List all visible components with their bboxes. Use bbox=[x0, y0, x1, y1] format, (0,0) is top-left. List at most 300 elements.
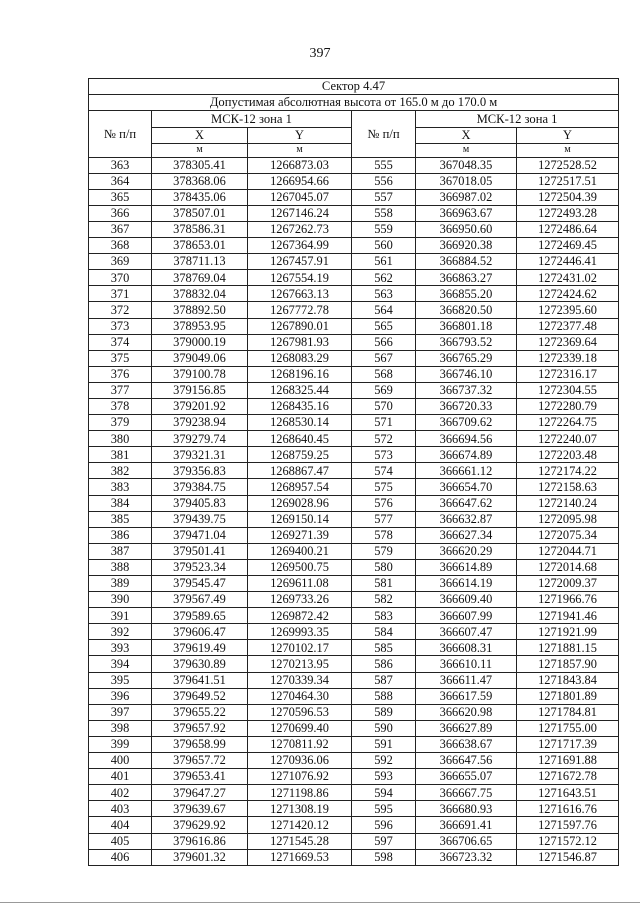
right-x-value: 366667.75 bbox=[416, 785, 517, 801]
left-point-number: 371 bbox=[89, 286, 152, 302]
left-point-number: 365 bbox=[89, 189, 152, 205]
left-y-value: 1266954.66 bbox=[248, 173, 352, 189]
right-x-value: 366647.62 bbox=[416, 495, 517, 511]
left-x-value: 379439.75 bbox=[152, 511, 248, 527]
right-point-number: 563 bbox=[352, 286, 416, 302]
right-x-value: 366709.62 bbox=[416, 415, 517, 431]
left-x-value: 379629.92 bbox=[152, 817, 248, 833]
height-range-header: Допустимая абсолютная высота от 165.0 м до 170.0 м bbox=[89, 95, 619, 111]
right-point-number: 582 bbox=[352, 592, 416, 608]
right-point-number: 597 bbox=[352, 833, 416, 849]
right-y-value: 1272075.34 bbox=[517, 527, 619, 543]
right-y-value: 1272174.22 bbox=[517, 463, 619, 479]
right-x-value: 366963.67 bbox=[416, 205, 517, 221]
left-x-value: 379657.72 bbox=[152, 753, 248, 769]
right-x-value: 366746.10 bbox=[416, 366, 517, 382]
table-row bbox=[89, 205, 619, 221]
right-x-value: 366638.67 bbox=[416, 736, 517, 752]
left-point-number: 369 bbox=[89, 254, 152, 270]
right-point-number: 579 bbox=[352, 543, 416, 559]
left-point-number: 381 bbox=[89, 447, 152, 463]
table-row bbox=[89, 527, 619, 543]
left-point-number: 367 bbox=[89, 221, 152, 237]
left-point-number: 370 bbox=[89, 270, 152, 286]
right-x-value: 366820.50 bbox=[416, 302, 517, 318]
right-point-number: 586 bbox=[352, 656, 416, 672]
right-point-number: 588 bbox=[352, 688, 416, 704]
left-y-value: 1271420.12 bbox=[248, 817, 352, 833]
left-x-value: 379589.65 bbox=[152, 608, 248, 624]
right-point-number: 573 bbox=[352, 447, 416, 463]
left-x-value: 379201.92 bbox=[152, 398, 248, 414]
left-y-value: 1270339.34 bbox=[248, 672, 352, 688]
right-point-number: 561 bbox=[352, 254, 416, 270]
left-point-number: 385 bbox=[89, 511, 152, 527]
left-point-number: 394 bbox=[89, 656, 152, 672]
right-y-value: 1272280.79 bbox=[517, 398, 619, 414]
right-y-value: 1272264.75 bbox=[517, 415, 619, 431]
right-y-value: 1272431.02 bbox=[517, 270, 619, 286]
table-row bbox=[89, 382, 619, 398]
right-y-value: 1271784.81 bbox=[517, 704, 619, 720]
right-y-value: 1272493.28 bbox=[517, 205, 619, 221]
left-point-number: 390 bbox=[89, 592, 152, 608]
right-point-number: 555 bbox=[352, 157, 416, 173]
left-y-value: 1268640.45 bbox=[248, 431, 352, 447]
right-y-unit: м bbox=[517, 143, 619, 157]
left-x-value: 379321.31 bbox=[152, 447, 248, 463]
right-y-value: 1271616.76 bbox=[517, 801, 619, 817]
left-point-number: 389 bbox=[89, 576, 152, 592]
table-row bbox=[89, 753, 619, 769]
right-y-value: 1271843.84 bbox=[517, 672, 619, 688]
right-point-number: 593 bbox=[352, 769, 416, 785]
right-x-value: 366609.40 bbox=[416, 592, 517, 608]
right-x-value: 366680.93 bbox=[416, 801, 517, 817]
table-row bbox=[89, 849, 619, 865]
table-row bbox=[89, 511, 619, 527]
table-row bbox=[89, 286, 619, 302]
left-point-number: 377 bbox=[89, 382, 152, 398]
right-y-value: 1272446.41 bbox=[517, 254, 619, 270]
left-x-value: 379567.49 bbox=[152, 592, 248, 608]
left-x-value: 379606.47 bbox=[152, 624, 248, 640]
right-point-number: 595 bbox=[352, 801, 416, 817]
right-point-number: 558 bbox=[352, 205, 416, 221]
left-y-value: 1269271.39 bbox=[248, 527, 352, 543]
right-point-number: 594 bbox=[352, 785, 416, 801]
left-y-value: 1267262.73 bbox=[248, 221, 352, 237]
right-point-number: 557 bbox=[352, 189, 416, 205]
left-point-number: 380 bbox=[89, 431, 152, 447]
table-row bbox=[89, 334, 619, 350]
table-row bbox=[89, 704, 619, 720]
right-point-number: 578 bbox=[352, 527, 416, 543]
scan-edge-line bbox=[0, 902, 640, 903]
left-y-value: 1270102.17 bbox=[248, 640, 352, 656]
left-x-value: 378832.04 bbox=[152, 286, 248, 302]
right-point-number: 580 bbox=[352, 559, 416, 575]
right-point-number: 592 bbox=[352, 753, 416, 769]
left-point-number: 386 bbox=[89, 527, 152, 543]
right-point-number: 577 bbox=[352, 511, 416, 527]
left-point-number: 396 bbox=[89, 688, 152, 704]
left-x-value: 379405.83 bbox=[152, 495, 248, 511]
right-x-value: 366632.87 bbox=[416, 511, 517, 527]
left-point-number: 402 bbox=[89, 785, 152, 801]
sector-title: Сектор 4.47 bbox=[89, 79, 619, 95]
right-point-number: 567 bbox=[352, 350, 416, 366]
left-y-value: 1267457.91 bbox=[248, 254, 352, 270]
left-y-value: 1267554.19 bbox=[248, 270, 352, 286]
left-x-value: 379653.41 bbox=[152, 769, 248, 785]
left-y-value: 1271308.19 bbox=[248, 801, 352, 817]
table-row bbox=[89, 736, 619, 752]
left-y-value: 1267146.24 bbox=[248, 205, 352, 221]
table-row bbox=[89, 447, 619, 463]
left-x-value: 378892.50 bbox=[152, 302, 248, 318]
left-x-value: 379639.67 bbox=[152, 801, 248, 817]
table-row bbox=[89, 769, 619, 785]
left-y-value: 1269733.26 bbox=[248, 592, 352, 608]
left-x-value: 379523.34 bbox=[152, 559, 248, 575]
left-point-number: 382 bbox=[89, 463, 152, 479]
table-row bbox=[89, 221, 619, 237]
left-point-number: 406 bbox=[89, 849, 152, 865]
right-y-value: 1272044.71 bbox=[517, 543, 619, 559]
left-point-number: 401 bbox=[89, 769, 152, 785]
right-point-number: 572 bbox=[352, 431, 416, 447]
right-y-value: 1271966.76 bbox=[517, 592, 619, 608]
left-point-number: 403 bbox=[89, 801, 152, 817]
left-x-value: 379647.27 bbox=[152, 785, 248, 801]
right-x-value: 366884.52 bbox=[416, 254, 517, 270]
table-row bbox=[89, 398, 619, 414]
left-x-value: 378711.13 bbox=[152, 254, 248, 270]
table-row bbox=[89, 543, 619, 559]
right-num-header: № п/п bbox=[352, 111, 416, 157]
left-y-value: 1271669.53 bbox=[248, 849, 352, 865]
table-row bbox=[89, 270, 619, 286]
right-y-value: 1271643.51 bbox=[517, 785, 619, 801]
left-y-unit: м bbox=[248, 143, 352, 157]
table-row bbox=[89, 559, 619, 575]
right-point-number: 564 bbox=[352, 302, 416, 318]
right-x-value: 366765.29 bbox=[416, 350, 517, 366]
right-x-value: 366655.07 bbox=[416, 769, 517, 785]
left-point-number: 373 bbox=[89, 318, 152, 334]
right-y-value: 1272528.52 bbox=[517, 157, 619, 173]
left-y-value: 1268759.25 bbox=[248, 447, 352, 463]
table-row bbox=[89, 302, 619, 318]
left-x-header: X bbox=[152, 127, 248, 143]
left-y-value: 1269872.42 bbox=[248, 608, 352, 624]
right-x-value: 366723.32 bbox=[416, 849, 517, 865]
left-x-value: 379657.92 bbox=[152, 720, 248, 736]
left-x-value: 378435.06 bbox=[152, 189, 248, 205]
right-point-number: 587 bbox=[352, 672, 416, 688]
right-x-value: 366674.89 bbox=[416, 447, 517, 463]
right-x-value: 366608.31 bbox=[416, 640, 517, 656]
right-x-value: 366855.20 bbox=[416, 286, 517, 302]
left-x-value: 379619.49 bbox=[152, 640, 248, 656]
table-row bbox=[89, 608, 619, 624]
left-y-value: 1269993.35 bbox=[248, 624, 352, 640]
right-x-header: X bbox=[416, 127, 517, 143]
table-row bbox=[89, 592, 619, 608]
right-y-value: 1271941.46 bbox=[517, 608, 619, 624]
left-point-number: 392 bbox=[89, 624, 152, 640]
right-point-number: 589 bbox=[352, 704, 416, 720]
left-point-number: 398 bbox=[89, 720, 152, 736]
table-row bbox=[89, 656, 619, 672]
right-x-value: 366920.38 bbox=[416, 238, 517, 254]
left-x-value: 379100.78 bbox=[152, 366, 248, 382]
left-x-value: 379545.47 bbox=[152, 576, 248, 592]
right-y-value: 1272424.62 bbox=[517, 286, 619, 302]
left-y-value: 1268325.44 bbox=[248, 382, 352, 398]
right-y-value: 1271597.76 bbox=[517, 817, 619, 833]
table-row bbox=[89, 415, 619, 431]
right-x-unit: м bbox=[416, 143, 517, 157]
right-y-value: 1272377.48 bbox=[517, 318, 619, 334]
table-row bbox=[89, 157, 619, 173]
right-y-value: 1271801.89 bbox=[517, 688, 619, 704]
right-point-number: 591 bbox=[352, 736, 416, 752]
right-y-value: 1271717.39 bbox=[517, 736, 619, 752]
left-point-number: 364 bbox=[89, 173, 152, 189]
left-point-number: 397 bbox=[89, 704, 152, 720]
right-y-value: 1272517.51 bbox=[517, 173, 619, 189]
left-x-value: 379238.94 bbox=[152, 415, 248, 431]
table-row bbox=[89, 624, 619, 640]
right-x-value: 366661.12 bbox=[416, 463, 517, 479]
left-x-value: 379616.86 bbox=[152, 833, 248, 849]
right-y-value: 1272240.07 bbox=[517, 431, 619, 447]
right-x-value: 367018.05 bbox=[416, 173, 517, 189]
table-row bbox=[89, 688, 619, 704]
left-x-value: 378653.01 bbox=[152, 238, 248, 254]
left-point-number: 384 bbox=[89, 495, 152, 511]
left-y-value: 1267981.93 bbox=[248, 334, 352, 350]
right-y-value: 1271857.90 bbox=[517, 656, 619, 672]
right-point-number: 583 bbox=[352, 608, 416, 624]
left-point-number: 391 bbox=[89, 608, 152, 624]
table-row bbox=[89, 479, 619, 495]
table-row bbox=[89, 801, 619, 817]
left-point-number: 383 bbox=[89, 479, 152, 495]
page-number: 397 bbox=[309, 46, 331, 61]
left-x-value: 379000.19 bbox=[152, 334, 248, 350]
table-row bbox=[89, 463, 619, 479]
right-point-number: 584 bbox=[352, 624, 416, 640]
left-y-value: 1270213.95 bbox=[248, 656, 352, 672]
left-point-number: 378 bbox=[89, 398, 152, 414]
left-y-value: 1270936.06 bbox=[248, 753, 352, 769]
right-y-value: 1271755.00 bbox=[517, 720, 619, 736]
left-y-value: 1267364.99 bbox=[248, 238, 352, 254]
right-x-value: 366607.47 bbox=[416, 624, 517, 640]
right-point-number: 576 bbox=[352, 495, 416, 511]
right-x-value: 366793.52 bbox=[416, 334, 517, 350]
right-x-value: 366614.89 bbox=[416, 559, 517, 575]
right-y-value: 1271672.78 bbox=[517, 769, 619, 785]
right-x-value: 366620.98 bbox=[416, 704, 517, 720]
right-x-value: 366691.41 bbox=[416, 817, 517, 833]
left-y-value: 1268083.29 bbox=[248, 350, 352, 366]
table-row bbox=[89, 495, 619, 511]
right-point-number: 590 bbox=[352, 720, 416, 736]
left-point-number: 363 bbox=[89, 157, 152, 173]
left-point-number: 379 bbox=[89, 415, 152, 431]
right-y-value: 1271572.12 bbox=[517, 833, 619, 849]
right-point-number: 559 bbox=[352, 221, 416, 237]
right-y-value: 1272486.64 bbox=[517, 221, 619, 237]
right-point-number: 598 bbox=[352, 849, 416, 865]
right-y-value: 1272304.55 bbox=[517, 382, 619, 398]
left-y-value: 1271545.28 bbox=[248, 833, 352, 849]
right-x-value: 366617.59 bbox=[416, 688, 517, 704]
right-x-value: 366627.89 bbox=[416, 720, 517, 736]
left-x-value: 379630.89 bbox=[152, 656, 248, 672]
right-y-value: 1271921.99 bbox=[517, 624, 619, 640]
table-row bbox=[89, 817, 619, 833]
table-row bbox=[89, 785, 619, 801]
right-x-value: 366863.27 bbox=[416, 270, 517, 286]
left-point-number: 374 bbox=[89, 334, 152, 350]
left-y-value: 1267890.01 bbox=[248, 318, 352, 334]
left-x-value: 379658.99 bbox=[152, 736, 248, 752]
left-x-value: 379156.85 bbox=[152, 382, 248, 398]
left-x-value: 378769.04 bbox=[152, 270, 248, 286]
left-y-value: 1270699.40 bbox=[248, 720, 352, 736]
left-point-number: 388 bbox=[89, 559, 152, 575]
left-y-value: 1268957.54 bbox=[248, 479, 352, 495]
right-y-value: 1272009.37 bbox=[517, 576, 619, 592]
right-point-number: 568 bbox=[352, 366, 416, 382]
right-y-header: Y bbox=[517, 127, 619, 143]
table-row bbox=[89, 720, 619, 736]
left-y-value: 1269150.14 bbox=[248, 511, 352, 527]
table-row bbox=[89, 238, 619, 254]
right-y-value: 1272316.17 bbox=[517, 366, 619, 382]
left-x-value: 378368.06 bbox=[152, 173, 248, 189]
right-point-number: 571 bbox=[352, 415, 416, 431]
left-point-number: 405 bbox=[89, 833, 152, 849]
right-x-value: 366620.29 bbox=[416, 543, 517, 559]
left-y-value: 1270596.53 bbox=[248, 704, 352, 720]
coordinates-table bbox=[88, 78, 619, 866]
left-x-value: 379655.22 bbox=[152, 704, 248, 720]
right-y-value: 1272095.98 bbox=[517, 511, 619, 527]
table-row bbox=[89, 318, 619, 334]
left-point-number: 404 bbox=[89, 817, 152, 833]
left-y-header: Y bbox=[248, 127, 352, 143]
right-point-number: 556 bbox=[352, 173, 416, 189]
left-point-number: 366 bbox=[89, 205, 152, 221]
table-row bbox=[89, 350, 619, 366]
left-point-number: 395 bbox=[89, 672, 152, 688]
left-x-value: 378507.01 bbox=[152, 205, 248, 221]
right-point-number: 566 bbox=[352, 334, 416, 350]
right-point-number: 581 bbox=[352, 576, 416, 592]
left-x-value: 379649.52 bbox=[152, 688, 248, 704]
left-x-value: 379049.06 bbox=[152, 350, 248, 366]
left-system-header: МСК-12 зона 1 bbox=[152, 111, 352, 127]
right-x-value: 366607.99 bbox=[416, 608, 517, 624]
left-x-unit: м bbox=[152, 143, 248, 157]
right-y-value: 1272395.60 bbox=[517, 302, 619, 318]
right-x-value: 366694.56 bbox=[416, 431, 517, 447]
left-point-number: 399 bbox=[89, 736, 152, 752]
left-x-value: 378305.41 bbox=[152, 157, 248, 173]
right-y-value: 1271691.88 bbox=[517, 753, 619, 769]
right-y-value: 1272469.45 bbox=[517, 238, 619, 254]
left-y-value: 1269028.96 bbox=[248, 495, 352, 511]
right-x-value: 366654.70 bbox=[416, 479, 517, 495]
right-point-number: 585 bbox=[352, 640, 416, 656]
right-point-number: 562 bbox=[352, 270, 416, 286]
table-row bbox=[89, 576, 619, 592]
right-point-number: 560 bbox=[352, 238, 416, 254]
right-x-value: 366647.56 bbox=[416, 753, 517, 769]
left-y-value: 1270464.30 bbox=[248, 688, 352, 704]
left-x-value: 378953.95 bbox=[152, 318, 248, 334]
right-y-value: 1272203.48 bbox=[517, 447, 619, 463]
right-point-number: 570 bbox=[352, 398, 416, 414]
left-point-number: 372 bbox=[89, 302, 152, 318]
left-y-value: 1267772.78 bbox=[248, 302, 352, 318]
table-row bbox=[89, 189, 619, 205]
left-x-value: 379384.75 bbox=[152, 479, 248, 495]
left-x-value: 379471.04 bbox=[152, 527, 248, 543]
left-y-value: 1266873.03 bbox=[248, 157, 352, 173]
table-row bbox=[89, 833, 619, 849]
left-num-header: № п/п bbox=[89, 111, 152, 157]
table-row bbox=[89, 254, 619, 270]
right-x-value: 366801.18 bbox=[416, 318, 517, 334]
left-x-value: 379601.32 bbox=[152, 849, 248, 865]
right-point-number: 569 bbox=[352, 382, 416, 398]
left-point-number: 368 bbox=[89, 238, 152, 254]
left-point-number: 393 bbox=[89, 640, 152, 656]
left-x-value: 379641.51 bbox=[152, 672, 248, 688]
right-x-value: 367048.35 bbox=[416, 157, 517, 173]
right-x-value: 366614.19 bbox=[416, 576, 517, 592]
left-point-number: 387 bbox=[89, 543, 152, 559]
right-y-value: 1272158.63 bbox=[517, 479, 619, 495]
right-y-value: 1271546.87 bbox=[517, 849, 619, 865]
right-y-value: 1272369.64 bbox=[517, 334, 619, 350]
right-point-number: 596 bbox=[352, 817, 416, 833]
right-system-header: МСК-12 зона 1 bbox=[416, 111, 619, 127]
left-x-value: 379356.83 bbox=[152, 463, 248, 479]
left-x-value: 378586.31 bbox=[152, 221, 248, 237]
right-y-value: 1272504.39 bbox=[517, 189, 619, 205]
right-x-value: 366720.33 bbox=[416, 398, 517, 414]
right-x-value: 366737.32 bbox=[416, 382, 517, 398]
left-y-value: 1269611.08 bbox=[248, 576, 352, 592]
right-x-value: 366950.60 bbox=[416, 221, 517, 237]
left-y-value: 1267045.07 bbox=[248, 189, 352, 205]
left-point-number: 375 bbox=[89, 350, 152, 366]
right-y-value: 1272339.18 bbox=[517, 350, 619, 366]
table-row bbox=[89, 366, 619, 382]
right-y-value: 1271881.15 bbox=[517, 640, 619, 656]
right-y-value: 1272014.68 bbox=[517, 559, 619, 575]
left-y-value: 1268435.16 bbox=[248, 398, 352, 414]
left-y-value: 1267663.13 bbox=[248, 286, 352, 302]
